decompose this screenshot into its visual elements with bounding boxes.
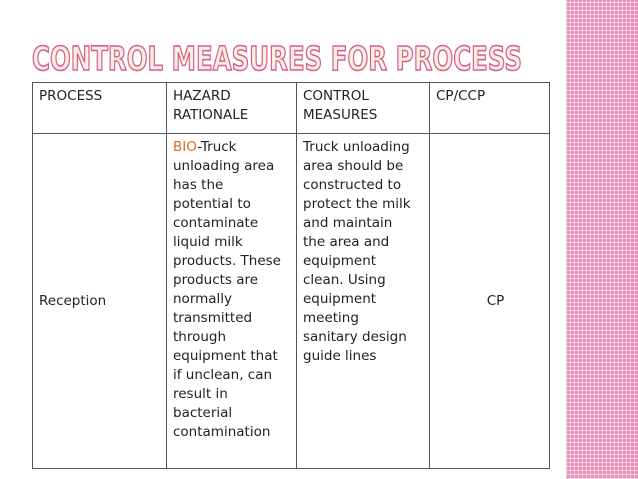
table-header-row	[33, 83, 550, 134]
decorative-side-strip	[566, 0, 638, 479]
header-cp-ccp: CP/CCP	[430, 83, 550, 134]
header-process: PROCESS	[33, 83, 167, 134]
process-cell: Reception	[33, 134, 167, 469]
table-row	[33, 134, 550, 469]
hazard-type-tag: BIO	[173, 139, 198, 155]
control-measures-cell: Truck unloading area should be constructed to protect the milk and maintain the area and equipment clean. Using equipment meeting sanitary design guide lines	[297, 134, 430, 469]
hazard-cell	[167, 134, 297, 469]
haccp-control-table	[32, 82, 550, 469]
slide-title: CONTROL MEASURES FOR PROCESS	[32, 39, 522, 78]
header-control-measures: CONTROL MEASURES	[297, 83, 430, 134]
slide-title-graphic	[30, 36, 540, 78]
cp-ccp-cell: CP	[430, 134, 550, 469]
hazard-description: -Truck unloading area has the potential to contaminate liquid milk products. These products are normally transmitted through equipment that if unclean, can result in bacterial contamination	[173, 139, 281, 440]
header-hazard-rationale: HAZARD RATIONALE	[167, 83, 297, 134]
